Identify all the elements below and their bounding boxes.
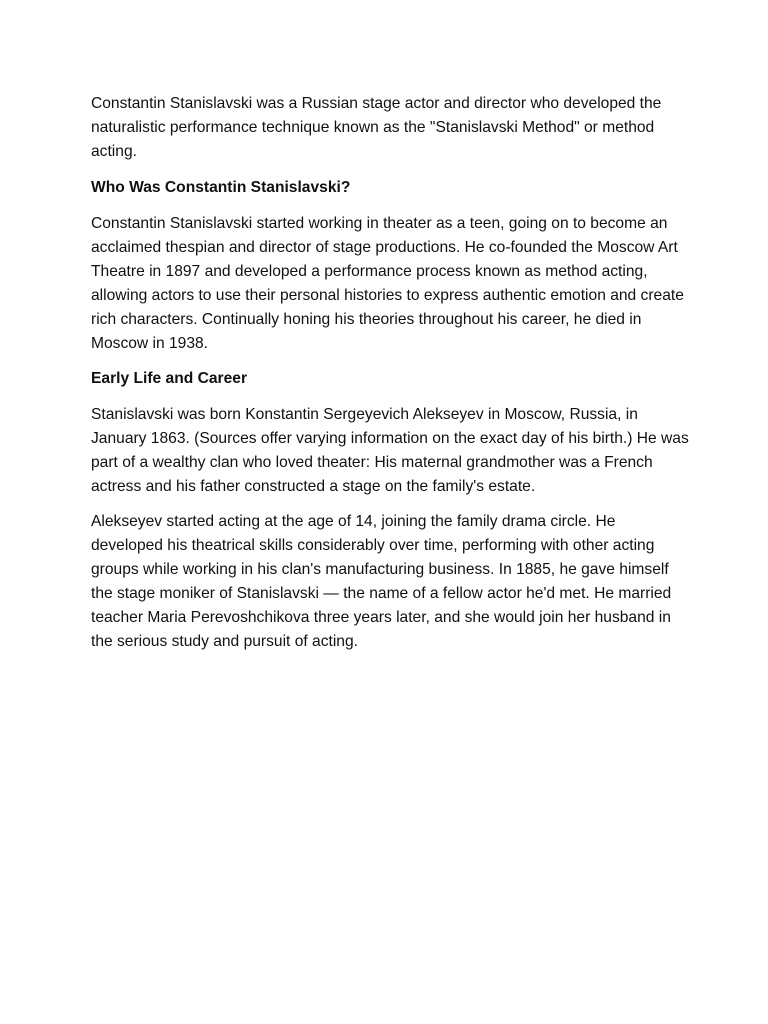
section-heading-who-was: Who Was Constantin Stanislavski? <box>91 179 351 196</box>
document-body <box>91 92 691 654</box>
biography-paragraph: Constantin Stanislavski started working in theater as a teen, going on to become an acclaimed thespian and director of stage productions. He co-founded the Moscow Art Theatre in 1897 and developed a performance process known as method acting, allowing actors to use their personal histories to express authentic emotion and create rich characters. Continually honing his theories throughout his career, he died in Moscow in 1938. <box>91 215 684 352</box>
birth-paragraph: Stanislavski was born Konstantin Sergeyevich Alekseyev in Moscow, Russia, in January 1863. (Sources offer varying information on the exact day of his birth.) He was part of a wealthy clan who loved theater: His maternal grandmother was a French actress and his father constructed a stage on the family's estate. <box>91 406 689 495</box>
intro-paragraph: Constantin Stanislavski was a Russian stage actor and director who developed the naturalistic performance technique known as the "Stanislavski Method" or method acting. <box>91 95 662 160</box>
early-career-paragraph: Alekseyev started acting at the age of 14, joining the family drama circle. He developed his theatrical skills considerably over time, performing with other acting groups while working in his clan's manufacturing business. In 1885, he gave himself the stage moniker of Stanislavski — the name of a fellow actor he'd met. He married teacher Maria Perevoshchikova three years later, and she would join her husband in the serious study and pursuit of acting. <box>91 513 672 650</box>
section-heading-early-life: Early Life and Career <box>91 370 248 387</box>
